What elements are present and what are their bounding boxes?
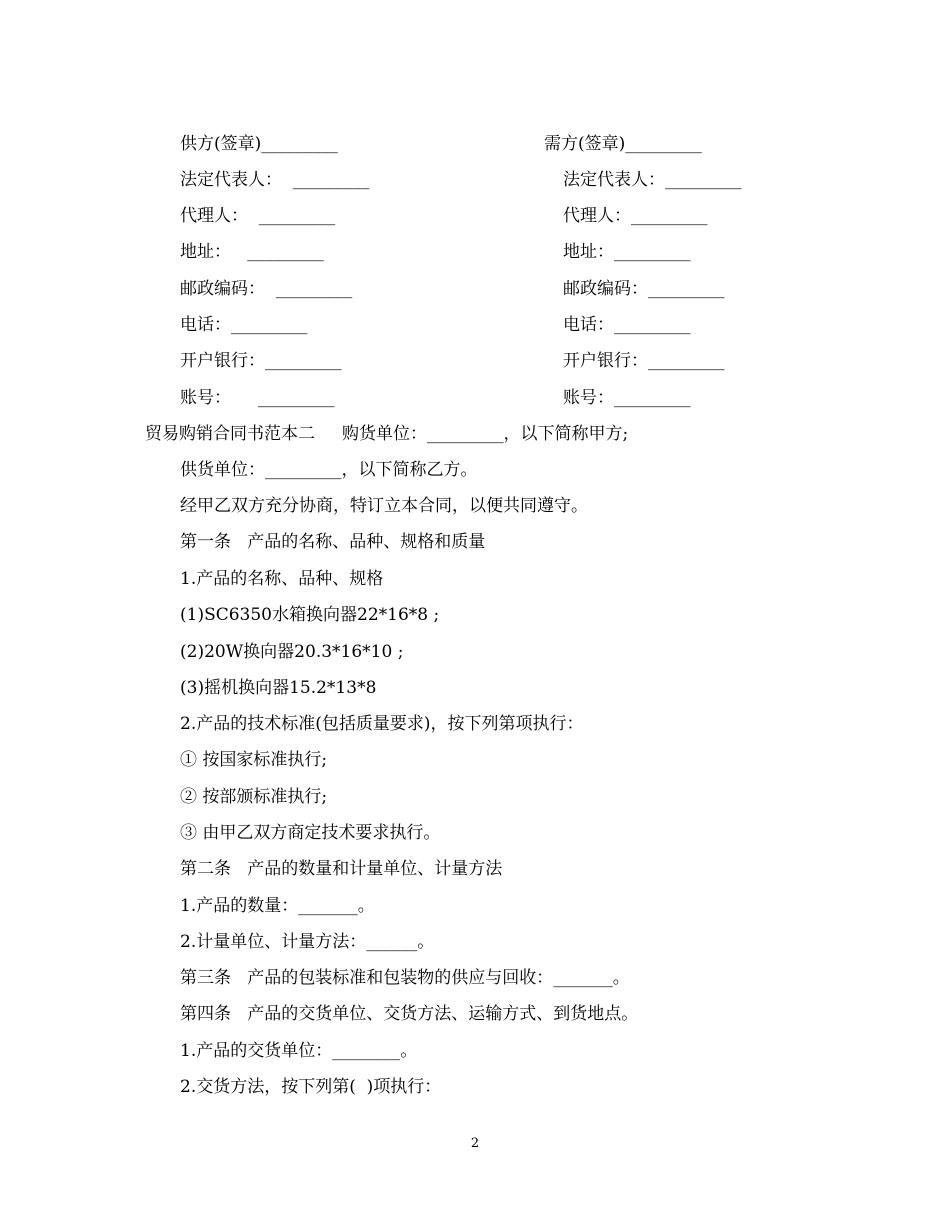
buyer-bank-line: 开户银行：_________ [563, 351, 725, 371]
article-heading: 第二条 产品的数量和计量单位、计量方法 [180, 859, 503, 879]
body-line: 1.产品的交货单位：________。 [180, 1041, 418, 1061]
supplier-signature-line: 供方(签章)_________ [180, 134, 338, 154]
list-item: ③ 由甲乙双方商定技术要求执行。 [180, 823, 441, 843]
body-line: 2.交货方法，按下列第( )项执行： [180, 1077, 442, 1097]
buyer-address-line: 地址：_________ [563, 242, 691, 262]
buyer-agent-line: 代理人：_________ [563, 206, 708, 226]
list-item: (1)SC6350水箱换向器22*16*8 ; [180, 605, 440, 625]
body-line: 2.产品的技术标准(包括质量要求)，按下列第项执行： [180, 714, 584, 734]
buyer-legal-rep-line: 法定代表人：_________ [563, 170, 742, 190]
buyer-signature-line: 需方(签章)_________ [544, 134, 702, 154]
supplier-bank-line: 开户银行：_________ [180, 351, 342, 371]
article-heading: 第三条 产品的包装标准和包装物的供应与回收：_______。 [180, 968, 630, 988]
supplier-phone-line: 电话：_________ [180, 315, 308, 335]
contract-heading-line: 贸易购销合同书范本二 购货单位：_________，以下简称甲方; [145, 424, 629, 444]
supplier-address-line: 地址： _________ [180, 242, 324, 262]
body-line: 供货单位：_________，以下简称乙方。 [180, 460, 478, 480]
supplier-account-line: 账号： _________ [180, 388, 335, 408]
supplier-legal-rep-line: 法定代表人： _________ [180, 170, 370, 190]
buyer-postcode-line: 邮政编码：_________ [563, 279, 725, 299]
body-line: 2.计量单位、计量方法：______。 [180, 932, 435, 952]
body-line: 1.产品的名称、品种、规格 [180, 569, 384, 589]
list-item: (3)摇机换向器15.2*13*8 [180, 678, 377, 698]
body-line: 经甲乙双方充分协商，特订立本合同，以便共同遵守。 [180, 496, 588, 516]
supplier-postcode-line: 邮政编码： _________ [180, 279, 353, 299]
supplier-agent-line: 代理人： _________ [180, 206, 336, 226]
buyer-phone-line: 电话：_________ [563, 315, 691, 335]
page-number: 2 [470, 1136, 480, 1151]
list-item: (2)20W换向器20.3*16*10 ; [180, 642, 404, 662]
list-item: ① 按国家标准执行; [180, 750, 328, 770]
article-heading: 第一条 产品的名称、品种、规格和质量 [180, 532, 486, 552]
article-heading: 第四条 产品的交货单位、交货方法、运输方式、到货地点。 [180, 1004, 639, 1024]
list-item: ② 按部颁标准执行; [180, 787, 328, 807]
buyer-account-line: 账号：_________ [563, 388, 691, 408]
body-line: 1.产品的数量：_______。 [180, 896, 375, 916]
